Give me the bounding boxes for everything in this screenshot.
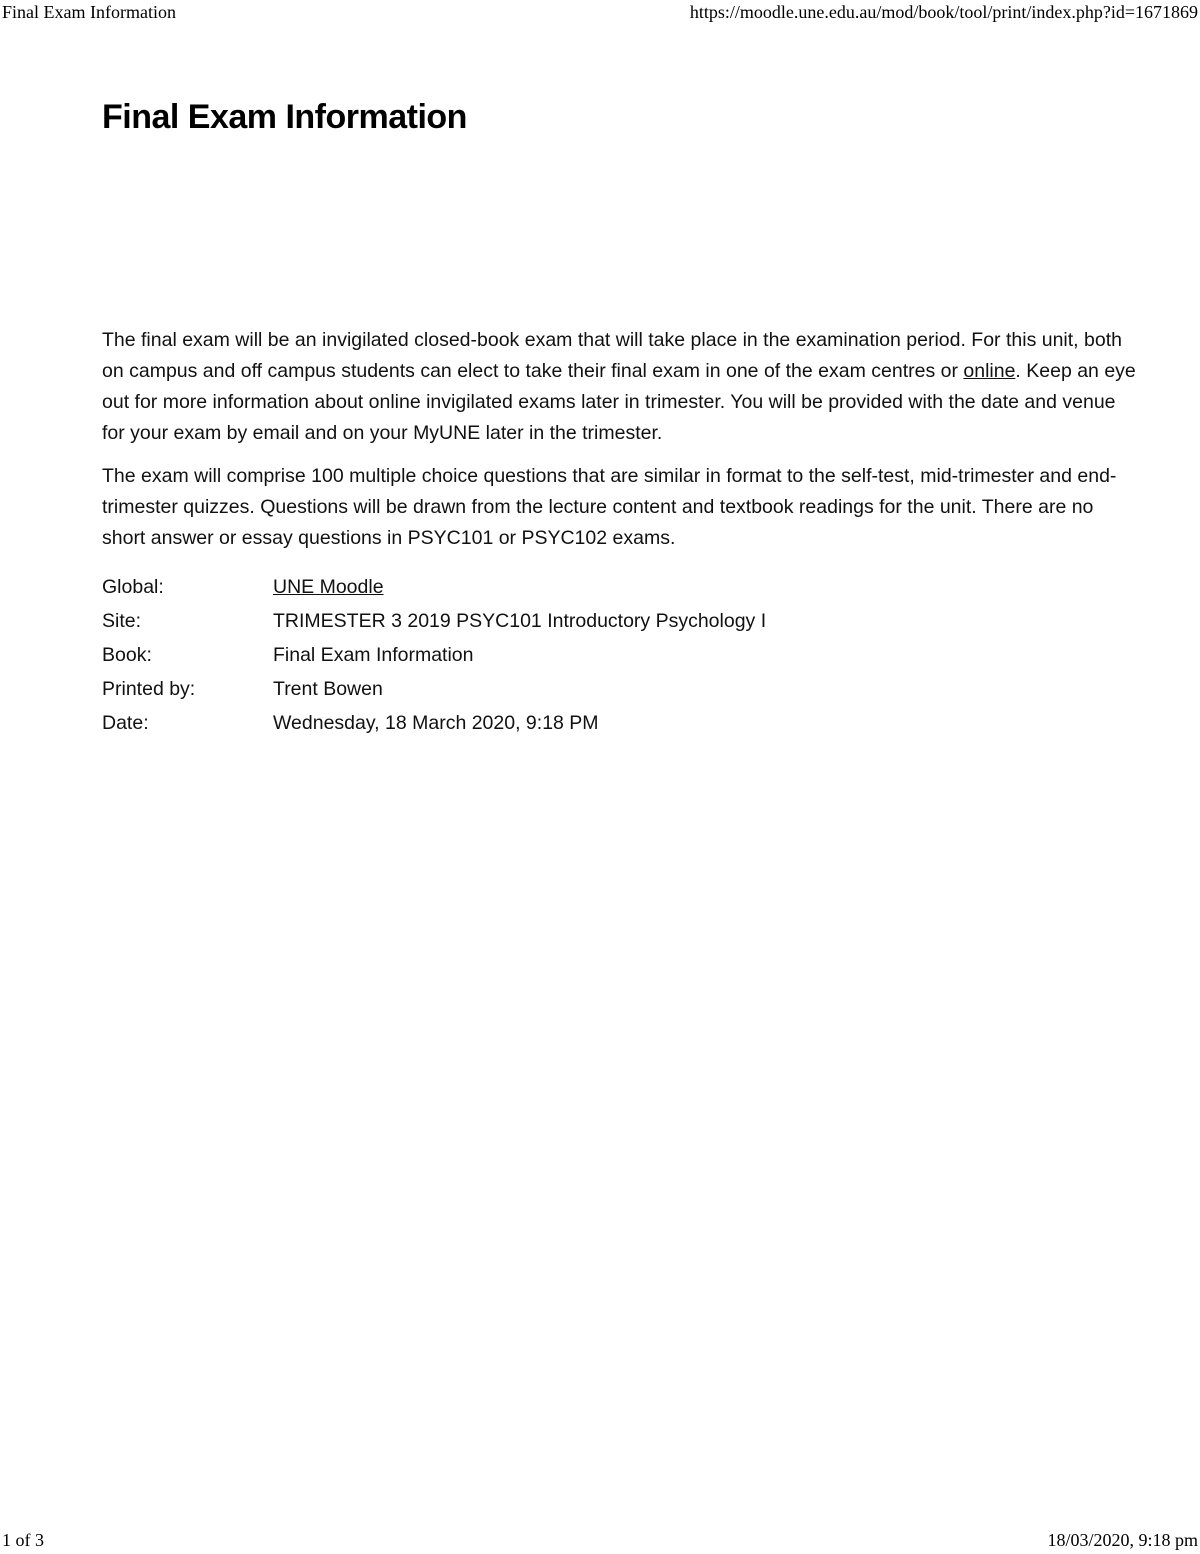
online-link[interactable]: online [963, 360, 1016, 382]
paragraph-exam-format [102, 325, 1142, 449]
print-header-title: Final Exam Information [2, 2, 176, 22]
print-footer [0, 1528, 1200, 1554]
print-info-row-date [102, 706, 766, 740]
une-moodle-link[interactable]: UNE Moodle [273, 575, 384, 598]
print-info-row-book [102, 638, 766, 672]
paragraph-exam-format-text-1: The final exam will be an invigilated closed-book exam that will take place in the examination period. For this unit, both on campus and off campus students can elect to take their final exam in one of the exam centres or [102, 329, 1122, 382]
body-text [102, 325, 1142, 566]
site-value: TRIMESTER 3 2019 PSYC101 Introductory Psychology I [273, 609, 767, 632]
site-label: Site: [102, 609, 142, 632]
page-count: 1 of 3 [2, 1530, 44, 1550]
date-value: Wednesday, 18 March 2020, 9:18 PM [273, 711, 599, 734]
printed-by-value: Trent Bowen [273, 677, 383, 700]
printed-by-label: Printed by: [102, 677, 196, 700]
print-info-row-global [102, 570, 766, 604]
book-value: Final Exam Information [273, 643, 474, 666]
date-label: Date: [102, 711, 149, 734]
print-header [0, 0, 1200, 26]
paragraph-exam-content: The exam will comprise 100 multiple choice questions that are similar in format to the self-test, mid-trimester and end-trimester quizzes. Questions will be drawn from the lecture content and textbook readings for the unit. There are no short answer or essay questions in PSYC101 or PSYC102 exams. [102, 465, 1117, 549]
print-timestamp: 18/03/2020, 9:18 pm [1047, 1530, 1198, 1550]
global-label: Global: [102, 575, 164, 598]
global-value [273, 570, 766, 604]
paragraph-exam-format-text-2: . Keep an eye out for more information about online invigilated exams later in trimester. You will be provided with the date and venue for your exam by email and on your MyUNE later in the trimester. [102, 360, 1136, 444]
print-header-url: https://moodle.une.edu.au/mod/book/tool/print/index.php?id=1671869 [689, 2, 1198, 22]
print-info-row-printed-by [102, 672, 766, 706]
print-info-row-site [102, 604, 766, 638]
book-label: Book: [102, 643, 152, 666]
print-info-table [102, 570, 766, 740]
page-title: Final Exam Information [102, 98, 467, 136]
